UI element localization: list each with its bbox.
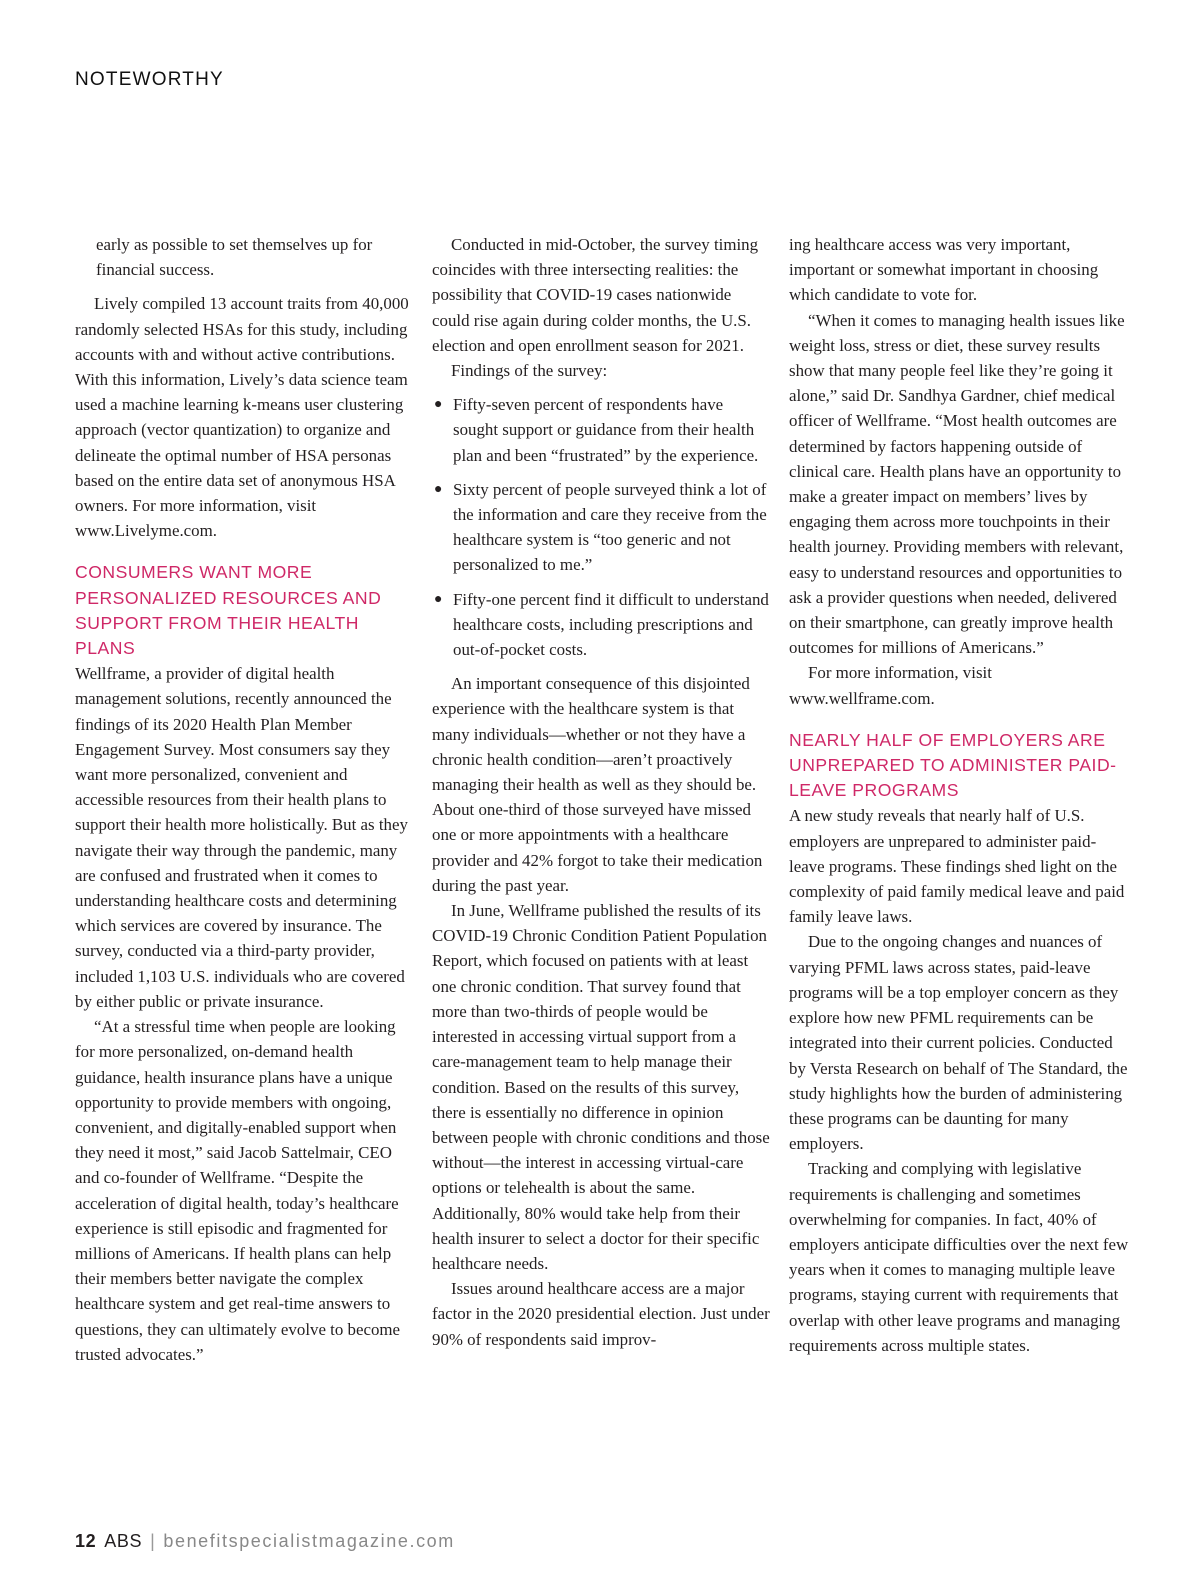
paragraph: Due to the ongoing changes and nuances of varying PFML laws across states, paid-leave programs will be a top employer concern as they explore how new PFML requirements can be integrated into their current policies. Conducted by Versta Research on behalf of The Standard, the study highlights how the burden of administering these programs can be daunting for many employers. — [789, 932, 1128, 1154]
bullet-icon: ● — [434, 591, 443, 607]
section-heading: NEARLY HALF OF EMPLOYERS ARE UNPREPARED TO ADMINISTER PAID-LEAVE PROGRAMS — [789, 729, 1117, 801]
page-footer — [75, 1531, 455, 1552]
bullet-icon: ● — [434, 481, 443, 497]
paragraph: Tracking and complying with legislative requirements is challenging and sometimes overwhelming for companies. In fact, 40% of employers anticipate difficulties over the next few years when it comes to managing multiple leave programs, staying current with requirements that overlap with other leave programs and managing requirements across multiple states. — [789, 1159, 1129, 1355]
paragraph: A new study reveals that nearly half of U.S. employers are unprepared to administer paid-leave programs. These findings shed light on the complexity of paid family medical leave and paid family leave laws. — [789, 806, 1125, 927]
footer-separator: | — [150, 1531, 156, 1551]
paragraph: Issues around healthcare access are a major factor in the 2020 presidential election. Just under 90% of respondents said improv- — [432, 1279, 770, 1349]
paragraph: Findings of the survey: — [451, 361, 608, 381]
section-label: NOTEWORTHY — [75, 69, 224, 90]
paragraph: For more information, visit www.wellframe.com. — [789, 663, 992, 708]
paragraph: Wellframe, a provider of digital health management solutions, recently announced the findings of its 2020 Health Plan Member Engagement Survey. Most consumers say they want more personalized, convenient and accessible resources from their health plans to support their health more holistically. But as they navigate their way through the pandemic, many are confused and frustrated when it comes to understanding healthcare costs and determining which services are covered by insurance. The survey, conducted via a third-party provider, included 1,103 U.S. individuals who are covered by either public or private insurance. — [75, 664, 408, 1011]
page-number: 12 — [75, 1531, 97, 1551]
findings-list — [432, 392, 772, 662]
column-2 — [432, 232, 772, 1352]
paragraph: “When it comes to managing health issues like weight loss, stress or diet, these survey results show that many people feel like they’re going it alone,” said Dr. Sandhya Gardner, chief medical officer of Wellframe. “Most health outcomes are determined by factors happening outside of clinical care. Health plans have an opportunity to make a greater impact on members’ lives by engaging them across more touchpoints in their health journey. Providing members with relevant, easy to understand resources and opportunities to ask a provider questions when needed, delivered on their smartphone, can greatly improve health outcomes for millions of Americans.” — [789, 310, 1125, 658]
website-url: benefitspecialistmagazine.com — [163, 1531, 455, 1551]
column-3 — [789, 232, 1129, 1358]
section-heading: CONSUMERS WANT MORE PERSONALIZED RESOURCES AND SUPPORT FROM THEIR HEALTH PLANS — [75, 562, 382, 659]
paragraph: “At a stressful time when people are looking for more personalized, on-demand health guidance, health insurance plans have a unique opportunity to provide members with ongoing, convenient, and digitally-enabled support when they need it most,” said Jacob Sattelmair, CEO and co-founder of Wellframe. “Despite the acceleration of digital health, today’s healthcare experience is still episodic and fragmented for millions of Americans. If health plans can help their members better navigate the complex healthcare system and get real-time answers to questions, they can ultimately evolve to become trusted advocates.” — [75, 1017, 401, 1364]
paragraph: early as possible to set themselves up for financial success. — [96, 235, 373, 280]
list-item: ● Fifty-one percent find it difficult to understand healthcare costs, including prescriptions and out-of-pocket costs. — [432, 587, 772, 663]
list-item: ● Fifty-seven percent of respondents have sought support or guidance from their health plan and been “frustrated” by the experience. — [432, 392, 772, 468]
paragraph: ing healthcare access was very important, important or somewhat important in choosing which candidate to vote for. — [789, 235, 1099, 305]
magazine-name: ABS — [104, 1531, 143, 1551]
paragraph: Lively compiled 13 account traits from 40,000 randomly selected HSAs for this study, including accounts with and without active contributions. With this information, Lively’s data science team used a machine learning k-means user clustering approach (vector quantization) to organize and delineate the optimal number of HSA personas based on the entire data set of anonymous HSA owners. For more information, visit www.Livelyme.com. — [75, 294, 409, 541]
paragraph: An important consequence of this disjointed experience with the healthcare system is that many individuals—whether or not they have a chronic health condition—aren’t proactively managing their health as well as they should be. About one-third of those surveyed have missed one or more appointments with a healthcare provider and 42% forgot to take their medication during the past year. — [432, 674, 763, 895]
column-1 — [75, 232, 415, 1367]
paragraph: Conducted in mid-October, the survey timing coincides with three intersecting realities: the possibility that COVID-19 cases nationwide could rise again during colder months, the U.S. election and open enrollment season for 2021. — [432, 235, 759, 355]
paragraph: In June, Wellframe published the results of its COVID-19 Chronic Condition Patient Population Report, which focused on patients with at least one chronic condition. That survey found that more than two-thirds of people would be interested in accessing virtual support from a care-management team to help manage their condition. Based on the results of this survey, there is essentially no difference in opinion between people with chronic conditions and those without—the interest in accessing virtual-care options or telehealth is about the same. Additionally, 80% would take help from their health insurer to select a doctor for their specific healthcare needs. — [432, 901, 770, 1273]
list-item: ● Sixty percent of people surveyed think a lot of the information and care they receive from the healthcare system is “too generic and not personalized to me.” — [432, 477, 772, 578]
bullet-icon: ● — [434, 397, 443, 413]
